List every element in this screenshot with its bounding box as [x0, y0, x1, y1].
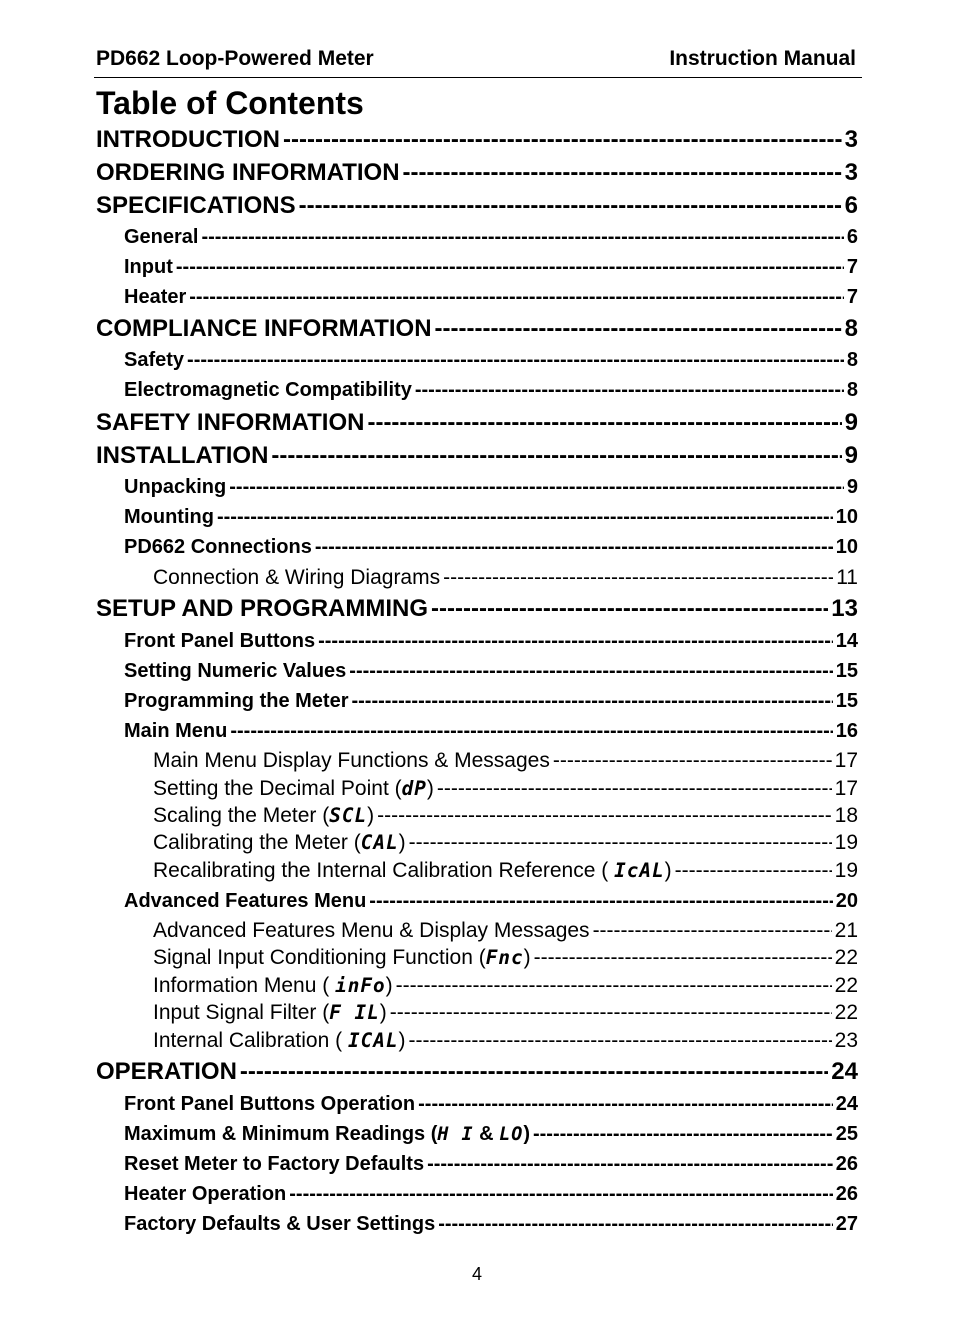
toc-entry-title — [153, 830, 406, 856]
toc-entry-title — [124, 718, 227, 744]
toc-entry-page: 9 — [844, 442, 858, 469]
toc-entry-text: Front Panel Buttons Operation — [124, 1093, 416, 1115]
toc-entry-page: 13 — [831, 595, 858, 622]
toc-entry-title — [153, 776, 434, 802]
toc-entry-page: 25 — [835, 1123, 858, 1145]
dot-leader — [187, 347, 844, 373]
toc-entry-text: Advanced Features Menu & Display Messages — [153, 919, 590, 942]
toc-entry-title — [124, 658, 346, 684]
toc-entry-page: 22 — [834, 974, 858, 997]
toc-entry-page: 6 — [846, 226, 858, 248]
toc-entry[interactable] — [153, 1000, 858, 1026]
toc-entry-title — [124, 628, 315, 654]
toc-entry-text-suffix: ) — [398, 1029, 406, 1052]
toc-entry[interactable] — [124, 254, 858, 280]
toc-entry-text: Main Menu Display Functions & Messages — [153, 749, 550, 772]
toc-entry-text-suffix: ) — [379, 1001, 387, 1024]
toc-entry-title — [124, 224, 198, 250]
toc-entry-text: OPERATION — [96, 1058, 237, 1085]
toc-entry[interactable] — [153, 830, 858, 856]
display-code: Fnc — [485, 946, 524, 969]
toc-entry-text: Signal Input Conditioning Function ( — [153, 946, 486, 969]
toc-entry-title — [96, 1057, 237, 1087]
toc-entry-page: 8 — [846, 349, 858, 371]
toc-entry-text: Scaling the Meter ( — [153, 804, 330, 827]
toc-entry-text: Recalibrating the Internal Calibration Reference ( — [153, 859, 615, 882]
dot-leader — [437, 776, 832, 802]
toc-entry-text: SAFETY INFORMATION — [96, 409, 365, 436]
toc-entry-title — [124, 1151, 424, 1177]
toc-entry-title — [124, 504, 214, 530]
toc-entry-title — [153, 565, 440, 591]
dot-leader — [201, 224, 843, 250]
toc-entry-text: Heater Operation — [124, 1183, 287, 1205]
toc-entry[interactable] — [124, 1181, 858, 1207]
toc-entry-text: Advanced Features Menu — [124, 890, 367, 912]
toc-entry-page: 19 — [834, 831, 858, 854]
toc-entry[interactable] — [153, 803, 858, 829]
toc-entry-text: INSTALLATION — [96, 442, 269, 469]
dot-leader — [427, 1151, 833, 1177]
toc-entry-title — [124, 1121, 530, 1147]
dot-leader — [367, 408, 841, 438]
toc-entry-title — [124, 534, 312, 560]
dot-leader — [553, 748, 832, 774]
toc-entry-title — [96, 125, 280, 155]
toc-entry-text-suffix: ) — [523, 1123, 530, 1145]
toc-entry-text-joiner: & — [473, 1123, 500, 1145]
dot-leader — [349, 658, 832, 684]
toc-entry[interactable] — [124, 1091, 858, 1117]
toc-entry-text-suffix: ) — [426, 777, 434, 800]
toc-entry-title — [124, 688, 348, 714]
dot-leader — [396, 973, 832, 999]
toc-entry[interactable] — [124, 534, 858, 560]
toc-entry-page: 6 — [844, 192, 858, 219]
toc-entry-title — [96, 158, 400, 188]
dot-leader — [443, 565, 833, 591]
toc-entry-text: SPECIFICATIONS — [96, 192, 296, 219]
toc-entry-text: Internal Calibration ( — [153, 1029, 348, 1052]
toc-entry-title — [96, 594, 428, 624]
display-code: ICAL — [347, 1029, 399, 1052]
toc-entry-page: 26 — [835, 1183, 858, 1205]
toc-entry-title — [153, 803, 374, 829]
toc-entry-page: 7 — [846, 286, 858, 308]
dot-leader — [435, 314, 842, 344]
toc-entry-page: 3 — [844, 126, 858, 153]
toc-entry-page: 22 — [834, 946, 858, 969]
toc-entry[interactable] — [124, 1121, 858, 1147]
toc-entry-page: 10 — [835, 536, 858, 558]
toc-entry-text: Information Menu ( — [153, 974, 336, 997]
toc-entry[interactable] — [124, 284, 858, 310]
toc-entry-text: PD662 Connections — [124, 536, 312, 558]
dot-leader — [318, 628, 833, 654]
toc-entry-text: Calibrating the Meter ( — [153, 831, 361, 854]
dot-leader — [230, 718, 832, 744]
toc-entry[interactable] — [124, 1211, 858, 1237]
toc-entry-title — [124, 377, 412, 403]
toc-entry-page: 15 — [835, 660, 858, 682]
dot-leader — [418, 1091, 833, 1117]
toc-entry-text-suffix: ) — [664, 859, 672, 882]
toc-entry-page: 23 — [834, 1029, 858, 1052]
toc-entry[interactable] — [96, 158, 858, 188]
dot-leader — [533, 1121, 833, 1147]
toc-entry-title — [124, 347, 184, 373]
toc-entry[interactable] — [124, 504, 858, 530]
dot-leader — [240, 1057, 828, 1087]
display-code: inFo — [335, 974, 386, 997]
toc-entry-title — [153, 858, 672, 884]
page-number: 4 — [471, 1264, 482, 1284]
toc-entry[interactable] — [153, 973, 858, 999]
dot-leader — [351, 688, 832, 714]
toc-entry-title — [124, 1181, 286, 1207]
toc-entry-title — [96, 408, 364, 438]
toc-entry-text: Maximum & Minimum Readings ( — [124, 1123, 438, 1145]
header-document-type: Instruction Manual — [669, 47, 856, 70]
toc-entry[interactable] — [153, 776, 858, 802]
toc-title: Table of Contents — [96, 85, 364, 121]
toc-entry-page: 8 — [844, 315, 858, 342]
toc-entry-text: Setting the Decimal Point ( — [153, 777, 402, 800]
toc-entry-page: 20 — [835, 890, 858, 912]
toc-entry-text-suffix: ) — [398, 831, 406, 854]
toc-entry-text: Connection & Wiring Diagrams — [153, 566, 441, 589]
toc-entry-title — [124, 888, 366, 914]
display-code: dP — [401, 777, 427, 800]
toc-entry[interactable] — [96, 191, 858, 221]
dot-leader — [369, 888, 832, 914]
dot-leader — [315, 534, 833, 560]
toc-entry-page: 10 — [835, 506, 858, 528]
toc-entry-page: 22 — [834, 1001, 858, 1024]
dot-leader — [229, 474, 844, 500]
toc-entry-page: 27 — [835, 1213, 858, 1235]
toc-entry[interactable] — [124, 224, 858, 250]
toc-entry-page: 19 — [834, 859, 858, 882]
toc-entry-text: Front Panel Buttons — [124, 630, 316, 652]
toc-entry-page: 3 — [844, 159, 858, 186]
toc-entry-title — [153, 1000, 387, 1026]
toc-entry-text: Main Menu — [124, 720, 228, 742]
display-code: IcAL — [614, 859, 665, 882]
toc-entry-text: Heater — [124, 286, 187, 308]
toc-entry-page: 21 — [834, 919, 858, 942]
toc-entry-text: Setting Numeric Values — [124, 660, 347, 682]
toc-entry[interactable] — [153, 858, 858, 884]
toc-entry-page: 24 — [831, 1058, 858, 1085]
toc-entry[interactable] — [153, 748, 858, 774]
toc-entry-title — [124, 284, 186, 310]
toc-entry-page: 7 — [846, 256, 858, 278]
dot-leader — [408, 1028, 831, 1054]
dot-leader — [534, 945, 832, 971]
toc-entry[interactable] — [96, 1057, 858, 1087]
toc-entry[interactable] — [153, 1028, 858, 1054]
dot-leader — [409, 830, 832, 856]
toc-entry-text-suffix: ) — [523, 946, 531, 969]
toc-entry-title — [153, 973, 393, 999]
toc-entry-title — [124, 1211, 435, 1237]
dot-leader — [675, 858, 832, 884]
header-product-name: PD662 Loop-Powered Meter — [96, 47, 374, 70]
toc-entry-text-suffix: ) — [367, 804, 375, 827]
toc-entry-page: 15 — [835, 690, 858, 712]
display-code: CAL — [360, 831, 399, 854]
dot-leader — [415, 377, 844, 403]
dot-leader — [593, 918, 832, 944]
dot-leader — [390, 1000, 832, 1026]
toc-entry[interactable] — [124, 377, 858, 403]
toc-entry[interactable] — [96, 314, 858, 344]
display-code: SCL — [329, 804, 368, 827]
toc-entry-page: 9 — [844, 409, 858, 436]
toc-entry-text: Electromagnetic Compatibility — [124, 379, 412, 401]
toc-entry-text: SETUP AND PROGRAMMING — [96, 595, 429, 622]
toc-entry-text: Input — [124, 256, 173, 278]
toc-entry-title — [153, 748, 550, 774]
toc-entry-text: Programming the Meter — [124, 690, 349, 712]
toc-entry[interactable] — [153, 565, 858, 591]
toc-entry-page: 17 — [834, 777, 858, 800]
toc-entry-title — [153, 945, 531, 971]
dot-leader — [403, 158, 842, 188]
display-code: H I — [437, 1124, 474, 1145]
toc-entry-title — [124, 474, 226, 500]
toc-entry-page: 24 — [835, 1093, 858, 1115]
toc-entry-title — [96, 441, 268, 471]
toc-entry-text: Unpacking — [124, 476, 227, 498]
toc-entry[interactable] — [124, 658, 858, 684]
toc-entry[interactable] — [153, 945, 858, 971]
dot-leader — [299, 191, 842, 221]
toc-entry-title — [96, 191, 296, 221]
toc-entry[interactable] — [96, 408, 858, 438]
dot-leader — [289, 1181, 832, 1207]
toc-entry-text: INTRODUCTION — [96, 126, 280, 153]
toc-entry-title — [124, 1091, 415, 1117]
toc-entry-text-suffix: ) — [385, 974, 393, 997]
toc-entry[interactable] — [124, 347, 858, 373]
toc-entry[interactable] — [96, 594, 858, 624]
toc-entry-text: Mounting — [124, 506, 214, 528]
toc-entry-text: ORDERING INFORMATION — [96, 159, 400, 186]
toc-entry-text: Reset Meter to Factory Defaults — [124, 1153, 425, 1175]
toc-entry-page: 8 — [846, 379, 858, 401]
toc-entry-page: 9 — [846, 476, 858, 498]
dot-leader — [217, 504, 833, 530]
display-code: F IL — [329, 1001, 380, 1024]
toc-entry[interactable] — [124, 688, 858, 714]
toc-entry-page: 18 — [834, 804, 858, 827]
toc-entry-text: General — [124, 226, 199, 248]
dot-leader — [271, 441, 841, 471]
toc-entry-text: Factory Defaults & User Settings — [124, 1213, 436, 1235]
toc-entry[interactable] — [124, 628, 858, 654]
toc-entry[interactable] — [96, 125, 858, 155]
dot-leader — [283, 125, 842, 155]
toc-entry-title — [96, 314, 432, 344]
toc-entry[interactable] — [124, 474, 858, 500]
toc-entry-text: COMPLIANCE INFORMATION — [96, 315, 432, 342]
toc-entry-title — [153, 1028, 405, 1054]
toc-entry-text: Safety — [124, 349, 185, 371]
toc-entry-title — [153, 918, 590, 944]
toc-entry[interactable] — [124, 1151, 858, 1177]
dot-leader — [377, 803, 832, 829]
toc-entry-page: 26 — [835, 1153, 858, 1175]
toc-entry[interactable] — [124, 718, 858, 744]
dot-leader — [431, 594, 828, 624]
toc-entry[interactable] — [96, 441, 858, 471]
dot-leader — [438, 1211, 833, 1237]
toc-entry-text: Input Signal Filter ( — [153, 1001, 330, 1024]
toc-entry-page: 16 — [835, 720, 858, 742]
toc-entry-page: 14 — [835, 630, 858, 652]
dot-leader — [176, 254, 844, 280]
display-code: LO — [499, 1124, 524, 1145]
toc-entry-page: 11 — [836, 566, 858, 589]
toc-entry-title — [124, 254, 173, 280]
dot-leader — [189, 284, 844, 310]
toc-entry-page: 17 — [834, 749, 858, 772]
toc-entry[interactable] — [153, 918, 858, 944]
toc-entry[interactable] — [124, 888, 858, 914]
